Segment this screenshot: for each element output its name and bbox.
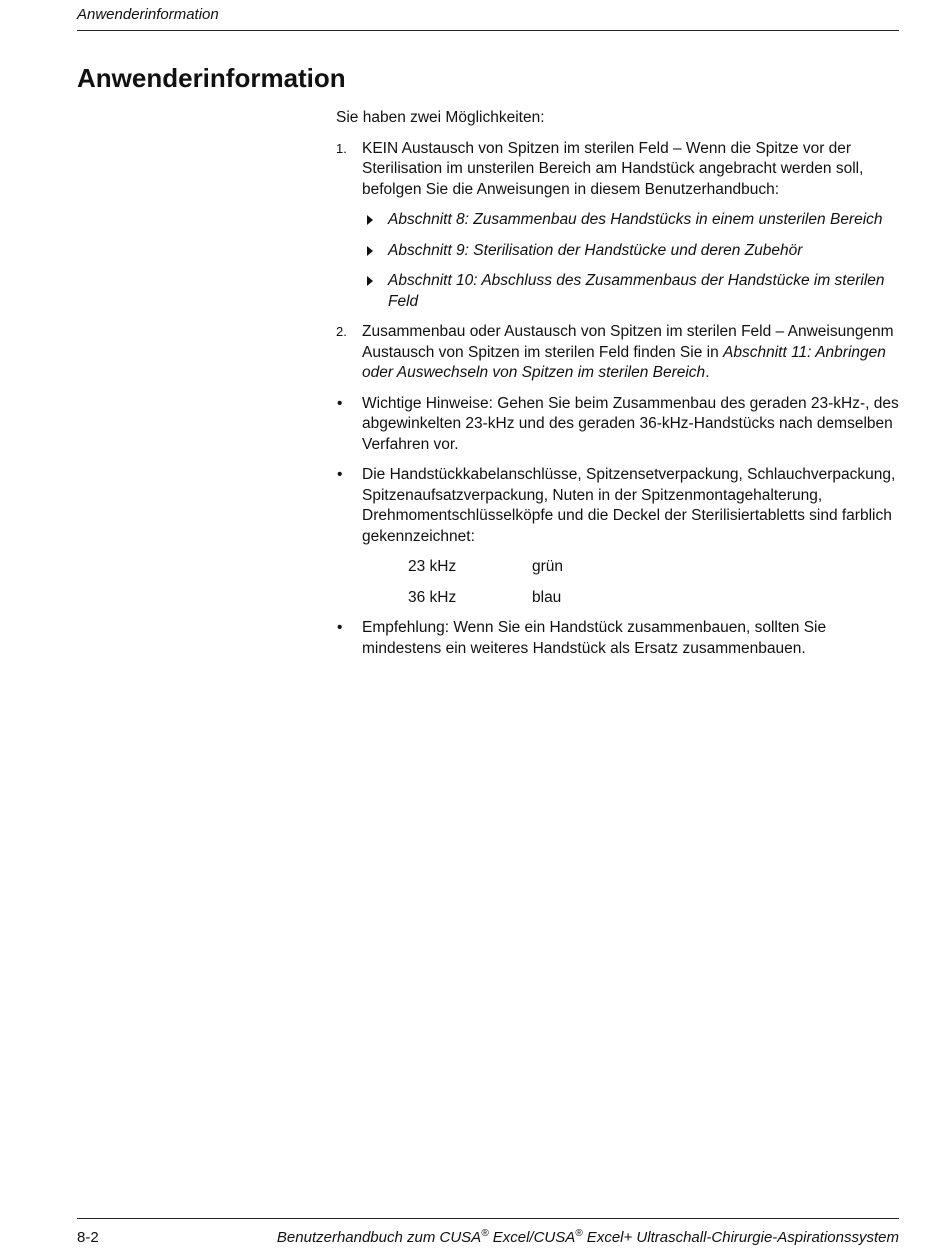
section-item-text: Abschnitt 10: Abschluss des Zusammenbaus der Handstücke im sterilen Feld xyxy=(388,272,885,310)
option-2-text xyxy=(362,322,899,384)
bullet-icon: • xyxy=(337,466,343,483)
frequency-label: 23 kHz xyxy=(408,558,457,575)
color-code-row xyxy=(408,588,899,609)
note-recommendation-text: Empfehlung: Wenn Sie ein Handstück zusammenbauen, sollten Sie mindestens ein weiteres Handstück als Ersatz zusammenbauen. xyxy=(362,619,827,657)
header-divider xyxy=(77,30,899,31)
footer-title-part-2: Excel/CUSA xyxy=(488,1229,576,1246)
footer-divider xyxy=(77,1218,899,1219)
registered-mark: ® xyxy=(481,1228,489,1239)
color-code-table xyxy=(408,557,899,608)
note-color-coding-text: Die Handstückkabelanschlüsse, Spitzensetverpackung, Schlauchverpackung, Spitzenaufsatzverpackung, Nuten in der Spitzenmontagehalterung, Drehmomentschlüsselköpfe und die Deckel der Sterilisiertabletts sind farblich gekennzeichnet: xyxy=(362,466,896,545)
triangle-bullet-icon xyxy=(367,246,373,256)
option-1-number: 1. xyxy=(336,140,347,156)
option-2 xyxy=(336,322,899,384)
option-2-body: Zusammenbau oder Austausch von Spitzen im sterilen Feld – Anweisungenm Austausch von Spitzen im sterilen Feld finden Sie in xyxy=(362,323,894,361)
bullet-icon: • xyxy=(337,619,343,636)
color-code-row xyxy=(408,557,899,578)
triangle-bullet-icon xyxy=(367,215,373,225)
note-recommendation xyxy=(336,618,899,659)
note-color-coding xyxy=(336,465,899,608)
option-1-text: KEIN Austausch von Spitzen im sterilen Feld – Wenn die Spitze vor der Sterilisation im unsterilen Bereich am Handstück angebracht werden soll, befolgen Sie die Anweisungen in diesem Benutzerhandbuch: xyxy=(362,139,864,198)
footer-title xyxy=(277,1228,899,1248)
registered-mark: ® xyxy=(575,1228,583,1239)
bullet-icon: • xyxy=(337,394,343,412)
color-label: blau xyxy=(532,588,562,606)
option-1 xyxy=(336,139,899,313)
note-important-text: Wichtige Hinweise: Gehen Sie beim Zusammenbau des geraden 23-kHz-, des abgewinkelten 23-kHz und des geraden 36-kHz-Handstücks nach demselben Verfahren vor. xyxy=(362,394,899,453)
frequency-label: 36 kHz xyxy=(408,588,457,606)
section-item xyxy=(362,241,899,262)
running-header: Anwenderinformation xyxy=(77,6,219,23)
section-item-text: Abschnitt 8: Zusammenbau des Handstücks in einem unsterilen Bereich xyxy=(388,211,883,228)
option-2-number: 2. xyxy=(336,324,347,339)
note-important xyxy=(336,394,899,456)
main-content xyxy=(336,108,899,669)
footer-title-part-3: Excel+ Ultraschall-Chirurgie-Aspirationssystem xyxy=(582,1229,899,1246)
page-title: Anwenderinformation xyxy=(77,63,346,93)
section-item xyxy=(362,271,899,312)
section-item-text: Abschnitt 9: Sterilisation der Handstücke und deren Zubehör xyxy=(388,241,803,259)
section-item xyxy=(362,210,899,231)
intro-text: Sie haben zwei Möglichkeiten: xyxy=(336,109,545,126)
triangle-bullet-icon xyxy=(367,276,373,286)
footer-title-part-1: Benutzerhandbuch zum CUSA xyxy=(276,1229,482,1246)
page-number: 8-2 xyxy=(77,1229,99,1246)
color-label: grün xyxy=(532,558,564,575)
option-2-reference: Abschnitt 11: Anbringen oder Auswechseln von Spitzen im sterilen Bereich xyxy=(362,343,886,381)
option-2-end: . xyxy=(705,364,710,381)
section-list xyxy=(362,210,899,312)
